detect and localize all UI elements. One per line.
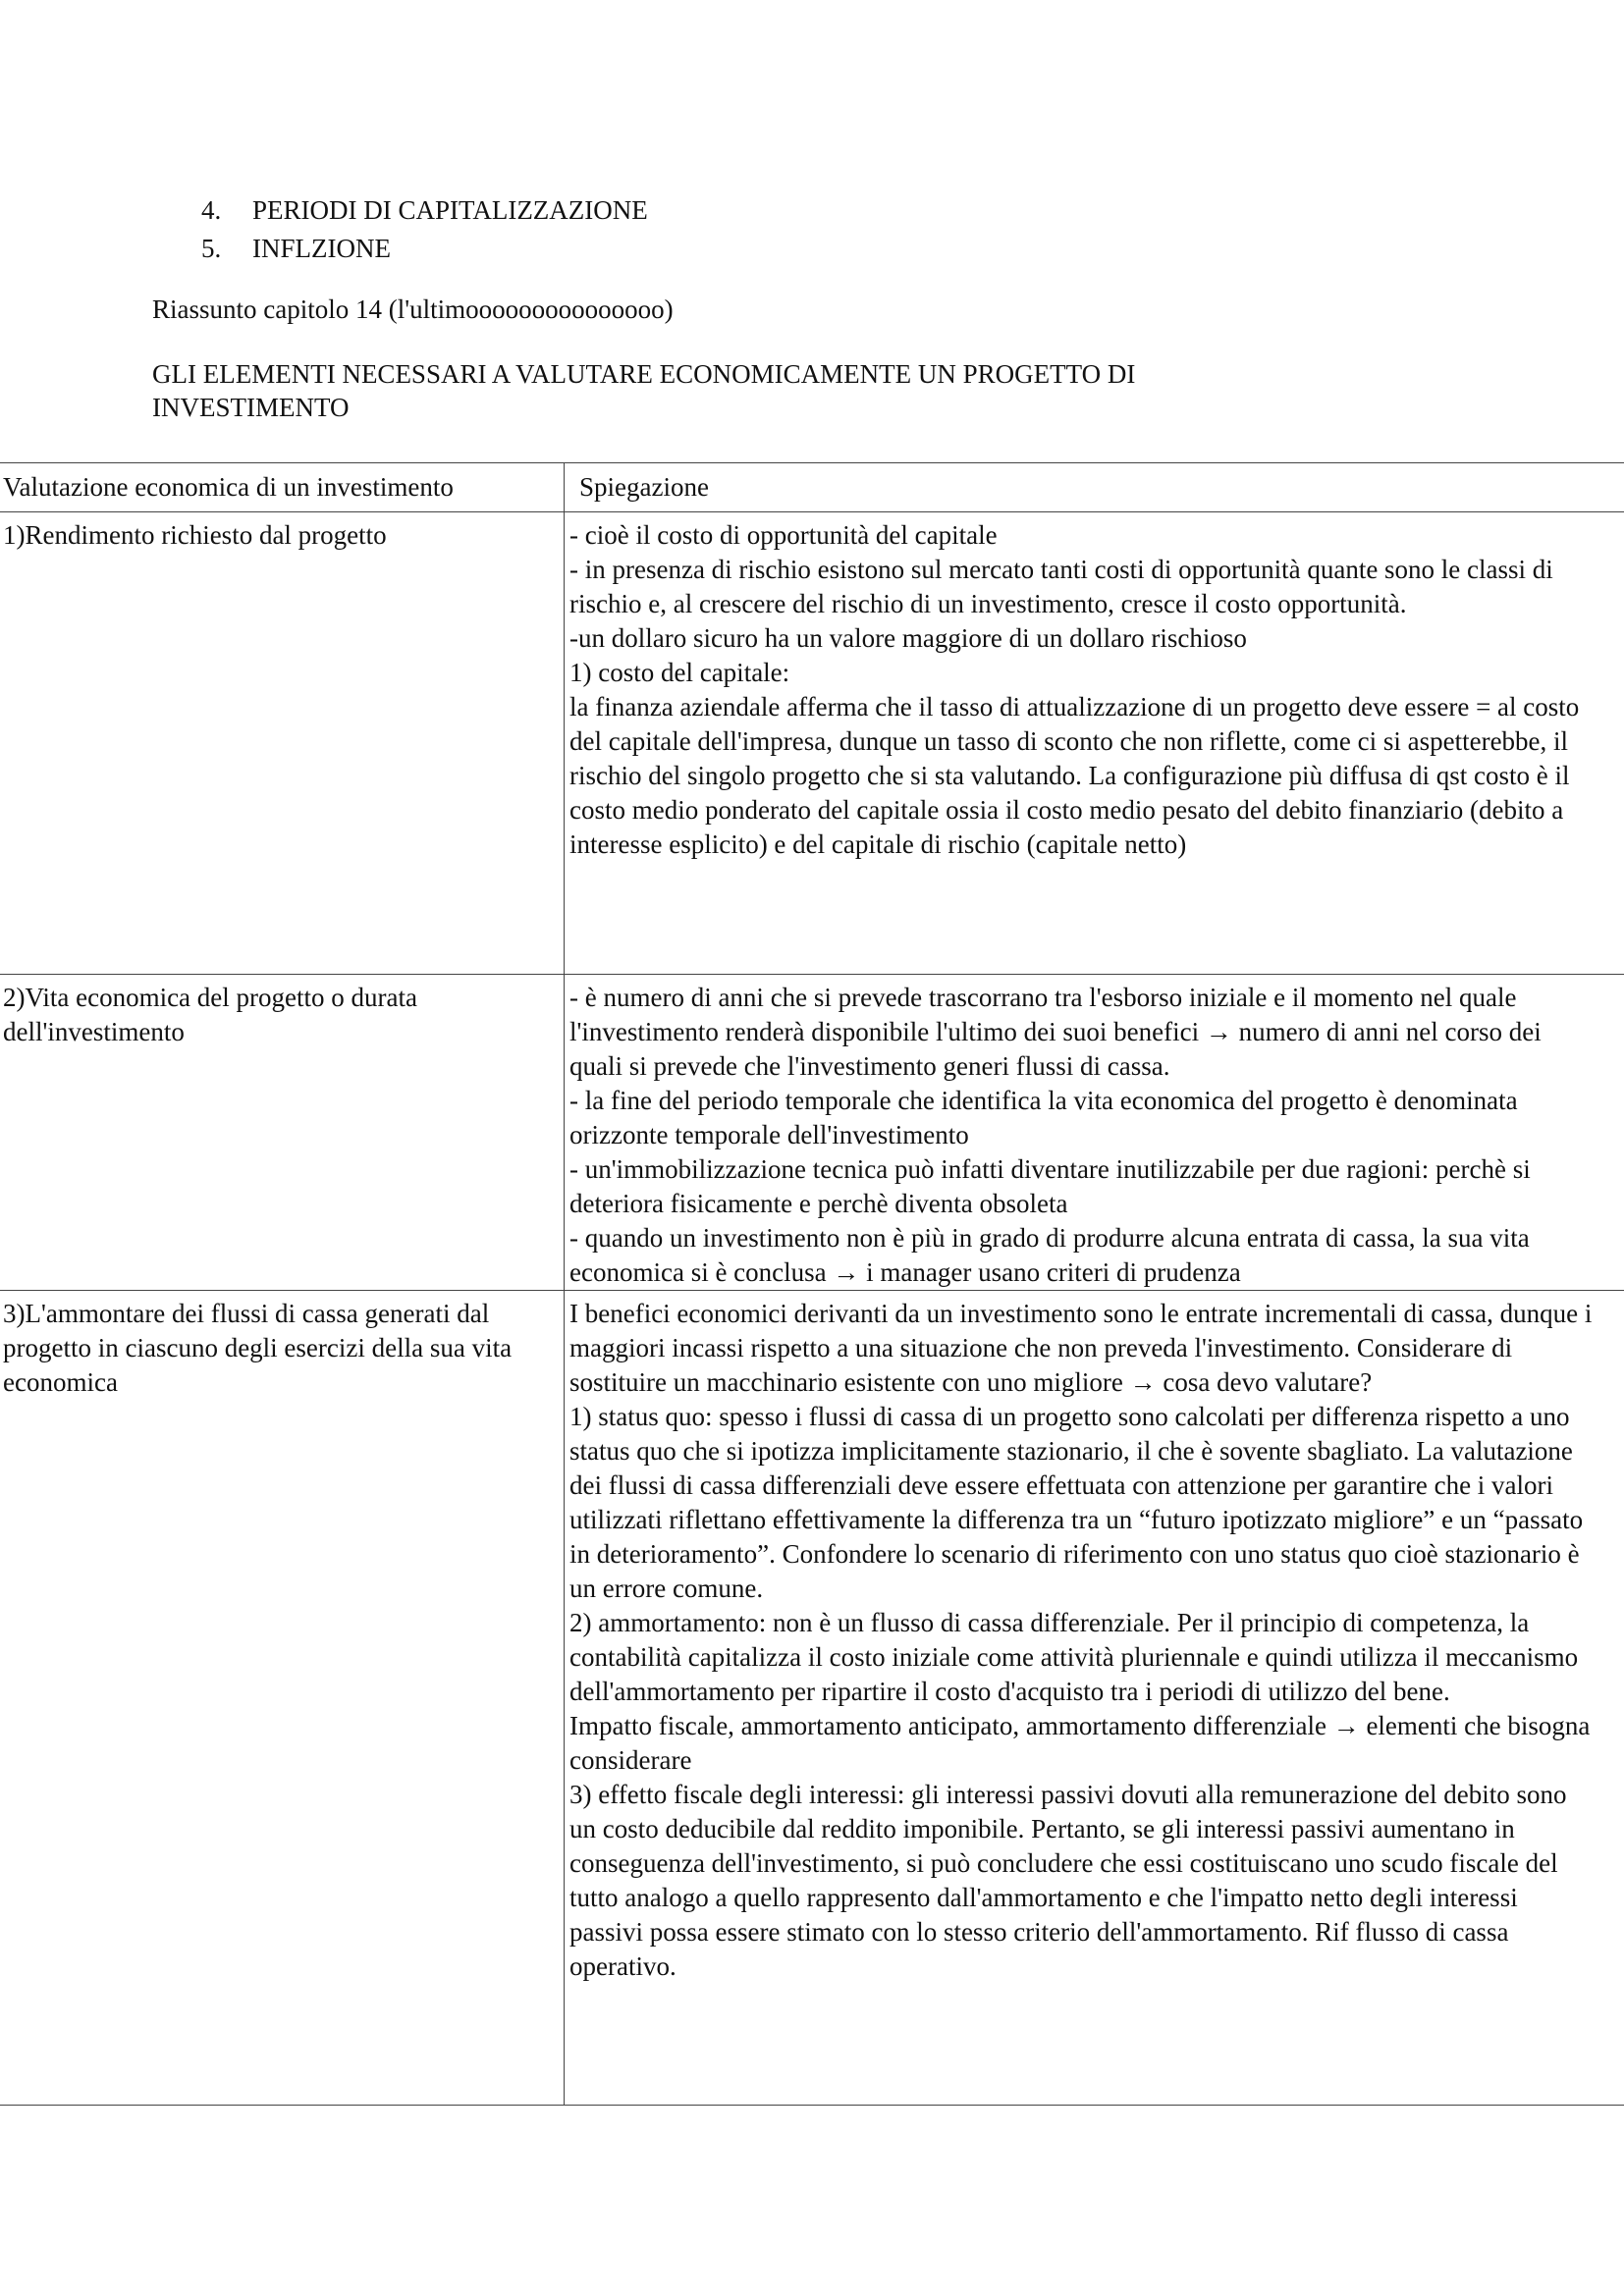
explanation-line: la finanza aziendale afferma che il tasso di attualizzazione di un progetto deve essere = al costo del capitale dell'impresa, dunque un tasso di sconto che non riflette, come ci si aspetterebbe, il rischio del singolo progetto che si sta valutando. La configurazione più diffusa di qst costo è il costo medio ponderato del capitale ossia il costo medio pesato del debito finanziario (debito a interesse esplicito) e del capitale di rischio (capitale netto) (569, 692, 1580, 859)
explanation-line: - un'immobilizzazione tecnica può infatti diventare inutilizzabile per due ragioni: perchè si deteriora fisicamente e perchè diventa obsoleta (569, 1154, 1531, 1218)
criterion-cell: 2)Vita economica del progetto o durata dell'investimento (0, 975, 565, 1291)
list-item (201, 191, 648, 230)
explanation-line: - in presenza di rischio esistono sul mercato tanti costi di opportunità quante sono le classi di rischio e, al crescere del rischio di un investimento, cresce il costo opportunità. (569, 555, 1553, 618)
explanation-line: 1) status quo: spesso i flussi di cassa di un progetto sono calcolati per differenza rispetto a uno status quo che si ipotizza implicitamente stazionario, il che è sovente sbagliato. La valutazione dei flussi di cassa differenziali deve essere effettuata con attenzione per garantire che i valori utilizzati riflettano effettivamente la differenza tra un “futuro ipotizzato migliore” e un “passato in deterioramento”. Confondere lo scenario di riferimento con uno status quo cioè stazionario è un errore comune. (569, 1402, 1584, 1603)
explanation-cell (565, 1291, 1624, 2106)
table-row (0, 1291, 1624, 2106)
table-header-row (0, 463, 1624, 512)
table-row (0, 512, 1624, 975)
explanation-line: 2) ammortamento: non è un flusso di cassa differenziale. Per il principio di competenza, la contabilità capitalizza il costo iniziale come attività pluriennale e quindi utilizza il meccanismo dell'ammortamento per ripartire il costo d'acquisto tra i periodi di utilizzo del bene. (569, 1608, 1579, 1706)
explanation-line: 1) costo del capitale: (569, 658, 790, 687)
explanation-line: - la fine del periodo temporale che identifica la vita economica del progetto è denominata orizzonte temporale dell'investimento (569, 1086, 1518, 1149)
column-header-explanation: Spiegazione (565, 463, 1624, 512)
explanation-line: Impatto fiscale, ammortamento anticipato, ammortamento differenziale → elementi che bisogna considerare (569, 1711, 1591, 1775)
column-header-criterion: Valutazione economica di un investimento (0, 463, 565, 512)
evaluation-table (0, 462, 1624, 2106)
explanation-line: 3) effetto fiscale degli interessi: gli interessi passivi dovuti alla remunerazione del debito sono un costo deducibile dal reddito imponibile. Pertanto, se gli interessi passivi aumentano in conseguenza dell'investimento, si può concludere che essi costituiscano uno scudo fiscale del tutto analogo a quello rappresento dall'ammortamento e che l'impatto netto degli interessi passivi possa essere stimato con lo stesso criterio dell'ammortamento. Rif flusso di cassa operativo. (569, 1780, 1567, 1981)
explanation-cell (565, 975, 1624, 1291)
explanation-line: - è numero di anni che si prevede trascorrano tra l'esborso iniziale e il momento nel quale l'investimento renderà disponibile l'ultimo dei suoi benefici → numero di anni nel corso dei quali si prevede che l'investimento generi flussi di cassa. (569, 983, 1542, 1081)
explanation-cell (565, 512, 1624, 975)
list-text: INFLZIONE (252, 234, 391, 263)
explanation-line: -un dollaro sicuro ha un valore maggiore di un dollaro rischioso (569, 623, 1247, 653)
criterion-cell: 3)L'ammontare dei flussi di cassa generati dal progetto in ciascuno degli esercizi della sua vita economica (0, 1291, 565, 2106)
list-item (201, 230, 648, 268)
numbered-list (201, 191, 648, 268)
explanation-line: - cioè il costo di opportunità del capitale (569, 520, 998, 550)
list-text: PERIODI DI CAPITALIZZAZIONE (252, 195, 648, 225)
criterion-cell: 1)Rendimento richiesto dal progetto (0, 512, 565, 975)
explanation-line: I benefici economici derivanti da un investimento sono le entrate incrementali di cassa, dunque i maggiori incassi rispetto a una situazione che non preveda l'investimento. Considerare di sostituire un macchinario esistente con uno migliore → cosa devo valutare? (569, 1299, 1593, 1397)
chapter-summary-title: Riassunto capitolo 14 (l'ultimooooooooooooooo) (152, 294, 674, 324)
list-number: 5. (201, 234, 222, 263)
section-heading: GLI ELEMENTI NECESSARI A VALUTARE ECONOMICAMENTE UN PROGETTO DI INVESTIMENTO (152, 359, 1136, 422)
explanation-line: - quando un investimento non è più in grado di produrre alcuna entrata di cassa, la sua vita economica si è conclusa → i manager usano criteri di prudenza (569, 1223, 1530, 1287)
list-number: 4. (201, 195, 222, 225)
table-row (0, 975, 1624, 1291)
